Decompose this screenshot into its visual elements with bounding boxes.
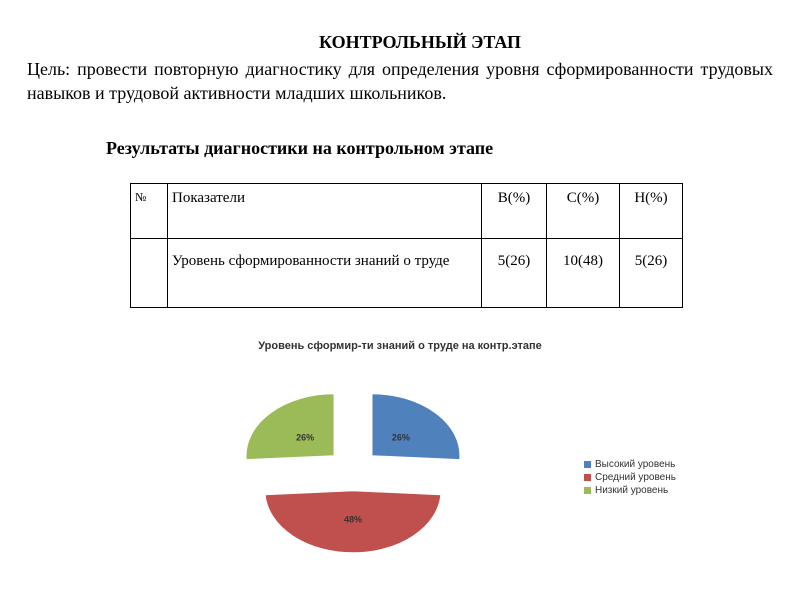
chart-title: Уровень сформир-ти знаний о труде на контр.этапе <box>258 340 542 352</box>
legend-item <box>584 484 676 497</box>
legend-swatch <box>584 474 591 481</box>
legend-label: Средний уровень <box>595 472 676 483</box>
cell-high: 5(26) <box>482 239 547 308</box>
goal-text: Цель: провести повторную диагностику для определения уровня сформированности трудовых навыков и трудовой активности младших школьников. <box>27 59 773 103</box>
cell-low: 5(26) <box>620 239 683 308</box>
pie-data-label: 48% <box>343 514 363 525</box>
legend-swatch <box>584 461 591 468</box>
pie-slice-3 <box>246 394 334 460</box>
cell-medium: 10(48) <box>547 239 620 308</box>
page-title: КОНТРОЛЬНЫЙ ЭТАП <box>319 32 521 52</box>
header-medium: С(%) <box>547 184 620 239</box>
header-high: В(%) <box>482 184 547 239</box>
header-low: Н(%) <box>620 184 683 239</box>
pie-data-label: 26% <box>391 432 410 443</box>
cell-indicator: Уровень сформированности знаний о труде <box>168 239 482 308</box>
pie-slice-1 <box>372 394 460 460</box>
results-subtitle: Результаты диагностики на контрольном этапе <box>106 138 494 158</box>
header-indicator: Показатели <box>168 184 482 239</box>
header-number: № <box>131 184 168 239</box>
legend-label: Высокий уровень <box>595 459 676 470</box>
legend-item <box>584 458 676 471</box>
legend-label: Низкий уровень <box>595 485 669 496</box>
chart-legend <box>584 458 676 497</box>
legend-item <box>584 471 676 484</box>
pie-data-label: 26% <box>296 432 315 443</box>
legend-swatch <box>584 487 591 494</box>
